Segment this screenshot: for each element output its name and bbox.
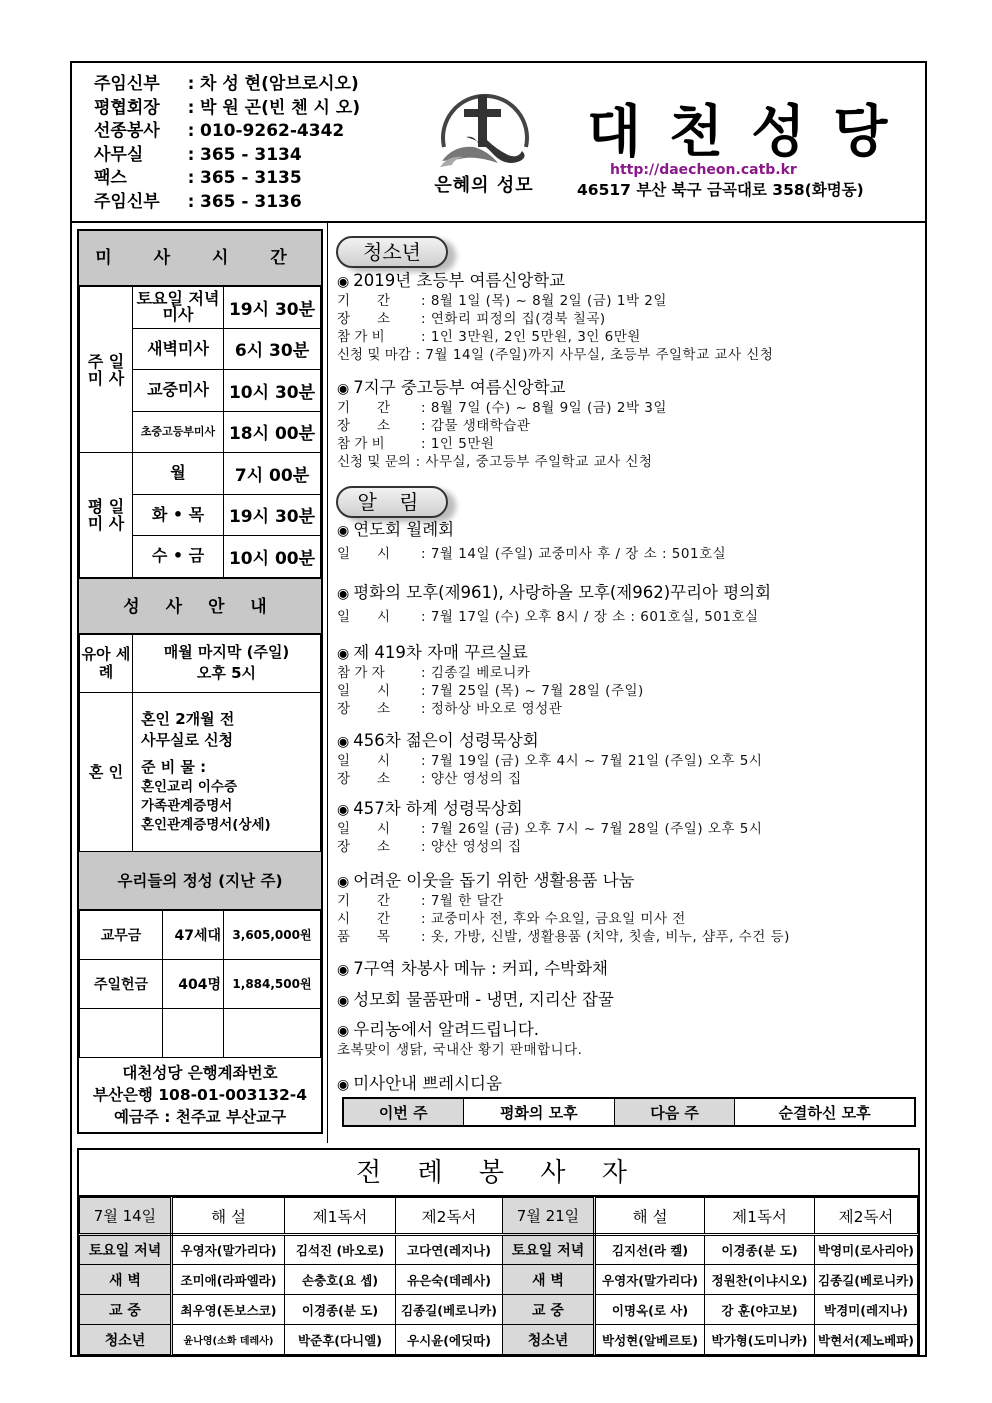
table-row (80, 634, 321, 692)
mass-times-table (79, 286, 321, 578)
line-text: : 정하상 바오로 영성관 (421, 701, 563, 717)
bulletin-header (72, 63, 925, 223)
table-row (80, 910, 321, 959)
item-line (337, 910, 790, 928)
marriage-label: 혼 인 (80, 692, 133, 851)
prep-item: 가족관계증명서 (141, 797, 233, 814)
server-name: 강 훈(야고보) (705, 1295, 815, 1325)
offering-amount: 3,605,000원 (224, 910, 321, 959)
item-title (337, 1074, 502, 1095)
mass-times-title: 미 사 시 간 (79, 231, 321, 286)
line-text: : 7월 19일 (금) 오후 4시 ~ 7월 21일 (주일) 오후 5시 (421, 753, 763, 769)
column-header: 해 설 (172, 1198, 285, 1235)
item-title (337, 871, 790, 892)
sunday-mass-group: 주 일 미 사 (80, 287, 133, 453)
sacraments-table (79, 634, 321, 852)
mass-name: 수 • 금 (133, 536, 224, 578)
line-text: : 7월 26일 (금) 오후 7시 ~ 7월 28일 (주일) 오후 5시 (421, 821, 763, 837)
item-line (337, 417, 667, 435)
left-column (72, 223, 328, 1143)
contact-value: 차 성 현(암브로시오) (200, 74, 359, 94)
item-title (337, 990, 614, 1011)
server-name: 김종길(베로니카) (815, 1265, 918, 1295)
contact-label: 선종봉사 (94, 121, 160, 141)
item-line (337, 399, 667, 417)
radio-bullet-icon: ◉ (337, 1077, 350, 1093)
mass-label: 교 중 (503, 1295, 595, 1325)
item-title (337, 959, 608, 980)
contact-row (94, 73, 360, 97)
line-label: 참 가 비 (337, 436, 385, 452)
offering-name: 교무금 (80, 910, 163, 959)
line-label: 장 소 (337, 701, 391, 717)
table-row (80, 287, 321, 329)
youth-section-label: 청소년 (336, 236, 448, 268)
line-text: : 7월 한 달간 (421, 893, 504, 909)
line-label: 일 시 (337, 609, 391, 625)
colon: : (187, 121, 195, 141)
line-label: 품 목 (337, 929, 391, 945)
line-label: 일 시 (337, 546, 391, 562)
item-title-text: 연도회 월례회 (353, 520, 455, 539)
bank-line: 예금주 : 천주교 부산교구 (113, 1107, 287, 1126)
table-row (80, 692, 321, 851)
item-title-text: 성모회 물품판매 - 냉면, 지리산 잡꿀 (353, 990, 614, 1009)
marriage-line: 혼인 2개월 전 (141, 709, 235, 728)
item-title-text: 2019년 초등부 여름신앙학교 (353, 271, 566, 290)
servers-table (79, 1197, 918, 1355)
table-row (343, 1098, 915, 1126)
notice-item (337, 520, 726, 563)
item-title (337, 520, 726, 541)
parish-logo (426, 85, 542, 197)
line-text: : 7월 25일 (목) ~ 7월 28일 (주일) (421, 683, 644, 699)
item-line (337, 608, 771, 626)
sacraments-title: 성 사 안 내 (79, 578, 321, 634)
column-header: 해 설 (595, 1198, 705, 1235)
line-label: 참 가 비 (337, 329, 385, 345)
line-label: 참 가 자 (337, 665, 385, 681)
server-name: 김지선(라 켈) (595, 1235, 705, 1265)
offerings-table (79, 910, 321, 1058)
contact-value: 010-9262-4342 (200, 121, 345, 141)
server-name: 박성현(알베르토) (595, 1325, 705, 1355)
colon: : (187, 97, 195, 118)
item-line (337, 545, 726, 563)
item-title (337, 583, 771, 604)
marriage-info (133, 692, 321, 851)
line-label: 시 간 (337, 911, 391, 927)
item-title (337, 1020, 582, 1041)
line-label: 일 시 (337, 683, 391, 699)
contact-row (94, 97, 360, 121)
mass-label: 토요일 저녁 (80, 1235, 172, 1265)
colon: : (187, 144, 195, 165)
contact-value: 박 원 곤(빈 첸 시 오) (200, 97, 361, 118)
server-name: 김석진 (바오로) (285, 1235, 396, 1265)
column-header: 제2독서 (815, 1198, 918, 1235)
church-name: 대천성당 (587, 100, 916, 165)
colon: : (187, 74, 195, 94)
mass-name: 새벽미사 (133, 328, 224, 370)
item-title (337, 799, 762, 820)
item-line (337, 310, 773, 328)
server-name: 우시윤(에딧따) (396, 1325, 503, 1355)
item-title-text: 우리농에서 알려드립니다. (353, 1020, 540, 1039)
table-row (80, 1295, 918, 1325)
mass-time: 19시 30분 (224, 494, 321, 536)
weekday-mass-group: 평 일 미 사 (80, 453, 133, 578)
radio-bullet-icon: ◉ (337, 993, 350, 1009)
server-name: 고다연(레지나) (396, 1235, 503, 1265)
praesidium-table (342, 1097, 916, 1127)
server-name: 박가형(도미니카) (705, 1325, 815, 1355)
radio-bullet-icon: ◉ (337, 1023, 350, 1039)
contact-value: 365 - 3136 (200, 191, 302, 212)
item-title (337, 643, 644, 664)
table-row (80, 1325, 918, 1355)
mass-label: 새 벽 (503, 1265, 595, 1295)
table-row (80, 1265, 918, 1295)
line-text: : 옷, 가방, 신발, 생활용품 (치약, 칫솔, 비누, 샴푸, 수건 등) (421, 929, 790, 945)
column-header: 제1독서 (705, 1198, 815, 1235)
this-week-label: 이번 주 (343, 1098, 463, 1126)
item-title-text: 미사안내 쁘레시디움 (353, 1074, 502, 1093)
radio-bullet-icon: ◉ (337, 274, 350, 290)
server-name: 윤나영(소화 데레사) (172, 1325, 285, 1355)
line-text: : 감물 생태학습관 (421, 418, 531, 434)
colon: : (187, 191, 195, 212)
contact-list (94, 73, 360, 214)
church-address: 46517 부산 북구 금곡대로 358(화명동) (577, 181, 864, 199)
item-title (337, 271, 773, 292)
colon: : (187, 168, 195, 188)
line-text: : 7월 17일 (수) 오후 8시 / 장 소 : 601호실, 501호실 (421, 609, 759, 625)
line-label: 장 소 (337, 839, 391, 855)
table-row (80, 453, 321, 495)
item-line (337, 928, 790, 946)
notice-item (337, 959, 608, 980)
item-title-text: 457차 하계 성령묵상회 (353, 799, 523, 818)
baptism-line: 매월 마지막 (주일) (163, 643, 290, 661)
server-name: 우영자(말가리다) (172, 1235, 285, 1265)
mass-time: 19시 30분 (224, 287, 321, 329)
server-name: 박현서(제노베파) (815, 1325, 918, 1355)
item-line (337, 892, 790, 910)
contact-value: 365 - 3135 (200, 168, 302, 188)
line-text: : 김종길 베로니카 (421, 665, 531, 681)
server-name: 김종길(베로니카) (396, 1295, 503, 1325)
line-text: : 1인 3만원, 2인 5만원, 3인 6만원 (421, 329, 641, 345)
item-line (337, 292, 773, 310)
radio-bullet-icon: ◉ (337, 734, 350, 750)
item-line (337, 346, 773, 364)
column-header: 제1독서 (285, 1198, 396, 1235)
item-title-text: 7구역 차봉사 메뉴 : 커피, 수박화채 (353, 959, 608, 978)
item-title-text: 7지구 중고등부 여름신앙학교 (353, 378, 566, 397)
server-name: 손충호(요 셉) (285, 1265, 396, 1295)
radio-bullet-icon: ◉ (337, 646, 350, 662)
this-week-value: 평화의 모후 (463, 1098, 615, 1126)
radio-bullet-icon: ◉ (337, 586, 350, 602)
item-line (337, 770, 762, 788)
item-title (337, 378, 667, 399)
mass-time: 7시 00분 (224, 453, 321, 495)
item-line (337, 700, 644, 718)
radio-bullet-icon: ◉ (337, 802, 350, 818)
next-week-label: 다음 주 (615, 1098, 735, 1126)
item-line (337, 664, 644, 682)
contact-label: 주임신부 (94, 191, 160, 212)
table-header-row (80, 1198, 918, 1235)
item-line (337, 838, 762, 856)
server-name: 박영미(로사리아) (815, 1235, 918, 1265)
line-label: 신청 및 마감 (337, 347, 411, 363)
server-name: 조미애(라파엘라) (172, 1265, 285, 1295)
contact-label: 팩스 (94, 168, 127, 188)
notice-item (337, 1074, 502, 1095)
servers-title: 전 례 봉 사 자 (79, 1150, 918, 1197)
mass-name: 월 (133, 453, 224, 495)
contact-label: 평협회장 (94, 97, 160, 118)
bank-line: 대천성당 은행계좌번호 (122, 1063, 278, 1082)
notice-item (337, 799, 762, 856)
week-date: 7월 14일 (80, 1198, 172, 1235)
mass-time: 10시 30분 (224, 370, 321, 412)
line-text: : 1인 5만원 (421, 436, 495, 452)
server-name: 박준후(다니엘) (285, 1325, 396, 1355)
liturgy-servers-section (77, 1148, 920, 1357)
radio-bullet-icon: ◉ (337, 381, 350, 397)
contact-row (94, 191, 360, 215)
line-text: : 연화리 피정의 집(경북 칠곡) (421, 311, 606, 327)
notice-item (337, 643, 644, 718)
line-text: : 사무실, 중고등부 주일학교 교사 신청 (415, 454, 653, 470)
contact-label: 사무실 (94, 144, 144, 165)
youth-item (337, 378, 667, 471)
logo-caption: 은혜의 성모 (434, 175, 534, 196)
item-line (337, 328, 773, 346)
week-date: 7월 21일 (503, 1198, 595, 1235)
item-line (337, 1041, 582, 1059)
mass-time: 18시 00분 (224, 411, 321, 453)
line-text: : 양산 영성의 집 (421, 771, 522, 787)
item-line (337, 435, 667, 453)
radio-bullet-icon: ◉ (337, 523, 350, 539)
prep-item: 혼인교리 이수증 (141, 778, 237, 795)
marriage-line: 사무실로 신청 (141, 730, 234, 749)
table-row (80, 1008, 321, 1057)
table-row (80, 959, 321, 1008)
line-label: 기 간 (337, 293, 391, 309)
mass-name: 초중고등부미사 (133, 411, 224, 453)
baptism-line: 오후 5시 (196, 664, 257, 682)
contact-label: 주임신부 (94, 74, 160, 94)
line-label: 장 소 (337, 311, 391, 327)
youth-item (337, 271, 773, 364)
bank-account-info (79, 1058, 321, 1132)
mass-label: 청소년 (80, 1325, 172, 1355)
server-name: 이경종(분 도) (285, 1295, 396, 1325)
line-label: 기 간 (337, 893, 391, 909)
prep-item: 혼인관계증명서(상세) (141, 816, 271, 833)
contact-row (94, 144, 360, 168)
offering-name: 주일헌금 (80, 959, 163, 1008)
line-text: : 8월 1일 (목) ~ 8월 2일 (금) 1박 2일 (421, 293, 667, 309)
baptism-label: 유아 세례 (80, 634, 133, 692)
server-name: 최우영(돈보스코) (172, 1295, 285, 1325)
notice-item (337, 731, 762, 788)
server-name: 이경종(분 도) (705, 1235, 815, 1265)
line-label: 장 소 (337, 418, 391, 434)
bulletin-page (70, 61, 927, 1357)
offering-amount: 1,884,500원 (224, 959, 321, 1008)
offering-count: 404명 (163, 959, 224, 1008)
server-name: 우영자(말가리다) (595, 1265, 705, 1295)
line-label: 장 소 (337, 771, 391, 787)
server-name: 이명옥(로 사) (595, 1295, 705, 1325)
offering-amount (224, 1008, 321, 1057)
contact-row (94, 167, 360, 191)
table-row (80, 1235, 918, 1265)
line-label: 일 시 (337, 821, 391, 837)
mass-time: 10시 00분 (224, 536, 321, 578)
offering-count (163, 1008, 224, 1057)
line-text: 초복맞이 생닭, 국내산 황기 판매합니다. (337, 1042, 583, 1058)
right-column (330, 223, 925, 1143)
mass-name: 화 • 목 (133, 494, 224, 536)
mass-label: 토요일 저녁 (503, 1235, 595, 1265)
radio-bullet-icon: ◉ (337, 874, 350, 890)
mass-label: 교 중 (80, 1295, 172, 1325)
item-title (337, 731, 762, 752)
next-week-value: 순결하신 모후 (735, 1098, 915, 1126)
item-line (337, 752, 762, 770)
line-text: : 7월 14일 (주일) 교중미사 후 / 장 소 : 501호실 (421, 546, 727, 562)
left-panel (77, 229, 323, 1134)
notice-item (337, 583, 771, 626)
item-line (337, 820, 762, 838)
offerings-title: 우리들의 정성 (지난 주) (79, 852, 321, 910)
offering-count: 47세대 (163, 910, 224, 959)
mass-label: 새 벽 (80, 1265, 172, 1295)
server-name: 정원찬(이냐시오) (705, 1265, 815, 1295)
church-url-link[interactable]: http://daecheon.catb.kr (610, 162, 797, 178)
line-label: 기 간 (337, 400, 391, 416)
item-line (337, 453, 667, 471)
server-name: 박경미(레지나) (815, 1295, 918, 1325)
line-label: 일 시 (337, 753, 391, 769)
line-text: : 양산 영성의 집 (421, 839, 522, 855)
notice-item (337, 871, 790, 946)
prep-label: 준 비 물 : (141, 757, 207, 776)
item-title-text: 평화의 모후(제961), 사랑하올 모후(제962)꾸리아 평의회 (353, 583, 772, 602)
mass-name: 토요일 저녁미사 (133, 287, 224, 329)
bank-line: 부산은행 108-01-003132-4 (92, 1085, 307, 1104)
line-text: : 교중미사 전, 후와 수요일, 금요일 미사 전 (421, 911, 686, 927)
contact-row (94, 120, 360, 144)
contact-value: 365 - 3134 (200, 144, 302, 165)
cross-wave-logo-icon (434, 85, 534, 171)
notice-item (337, 1020, 582, 1059)
line-text: : 8월 7일 (수) ~ 8월 9일 (금) 2박 3일 (421, 400, 667, 416)
column-header: 제2독서 (396, 1198, 503, 1235)
mass-time: 6시 30분 (224, 328, 321, 370)
notices-section-label: 알 림 (336, 486, 448, 518)
mass-label: 청소년 (503, 1325, 595, 1355)
server-name: 유은숙(데레사) (396, 1265, 503, 1295)
line-label: 신청 및 문의 (337, 454, 411, 470)
item-title-text: 어려운 이웃을 돕기 위한 생활용품 나눔 (353, 871, 635, 890)
baptism-info (133, 634, 321, 692)
radio-bullet-icon: ◉ (337, 962, 350, 978)
offering-name (80, 1008, 163, 1057)
line-text: : 7월 14일 (주일)까지 사무실, 초등부 주일학교 교사 신청 (415, 347, 774, 363)
item-line (337, 682, 644, 700)
item-title-text: 456차 젊은이 성령묵상회 (353, 731, 539, 750)
item-title-text: 제 419차 자매 꾸르실료 (353, 643, 528, 662)
mass-name: 교중미사 (133, 370, 224, 412)
notice-item (337, 990, 614, 1011)
